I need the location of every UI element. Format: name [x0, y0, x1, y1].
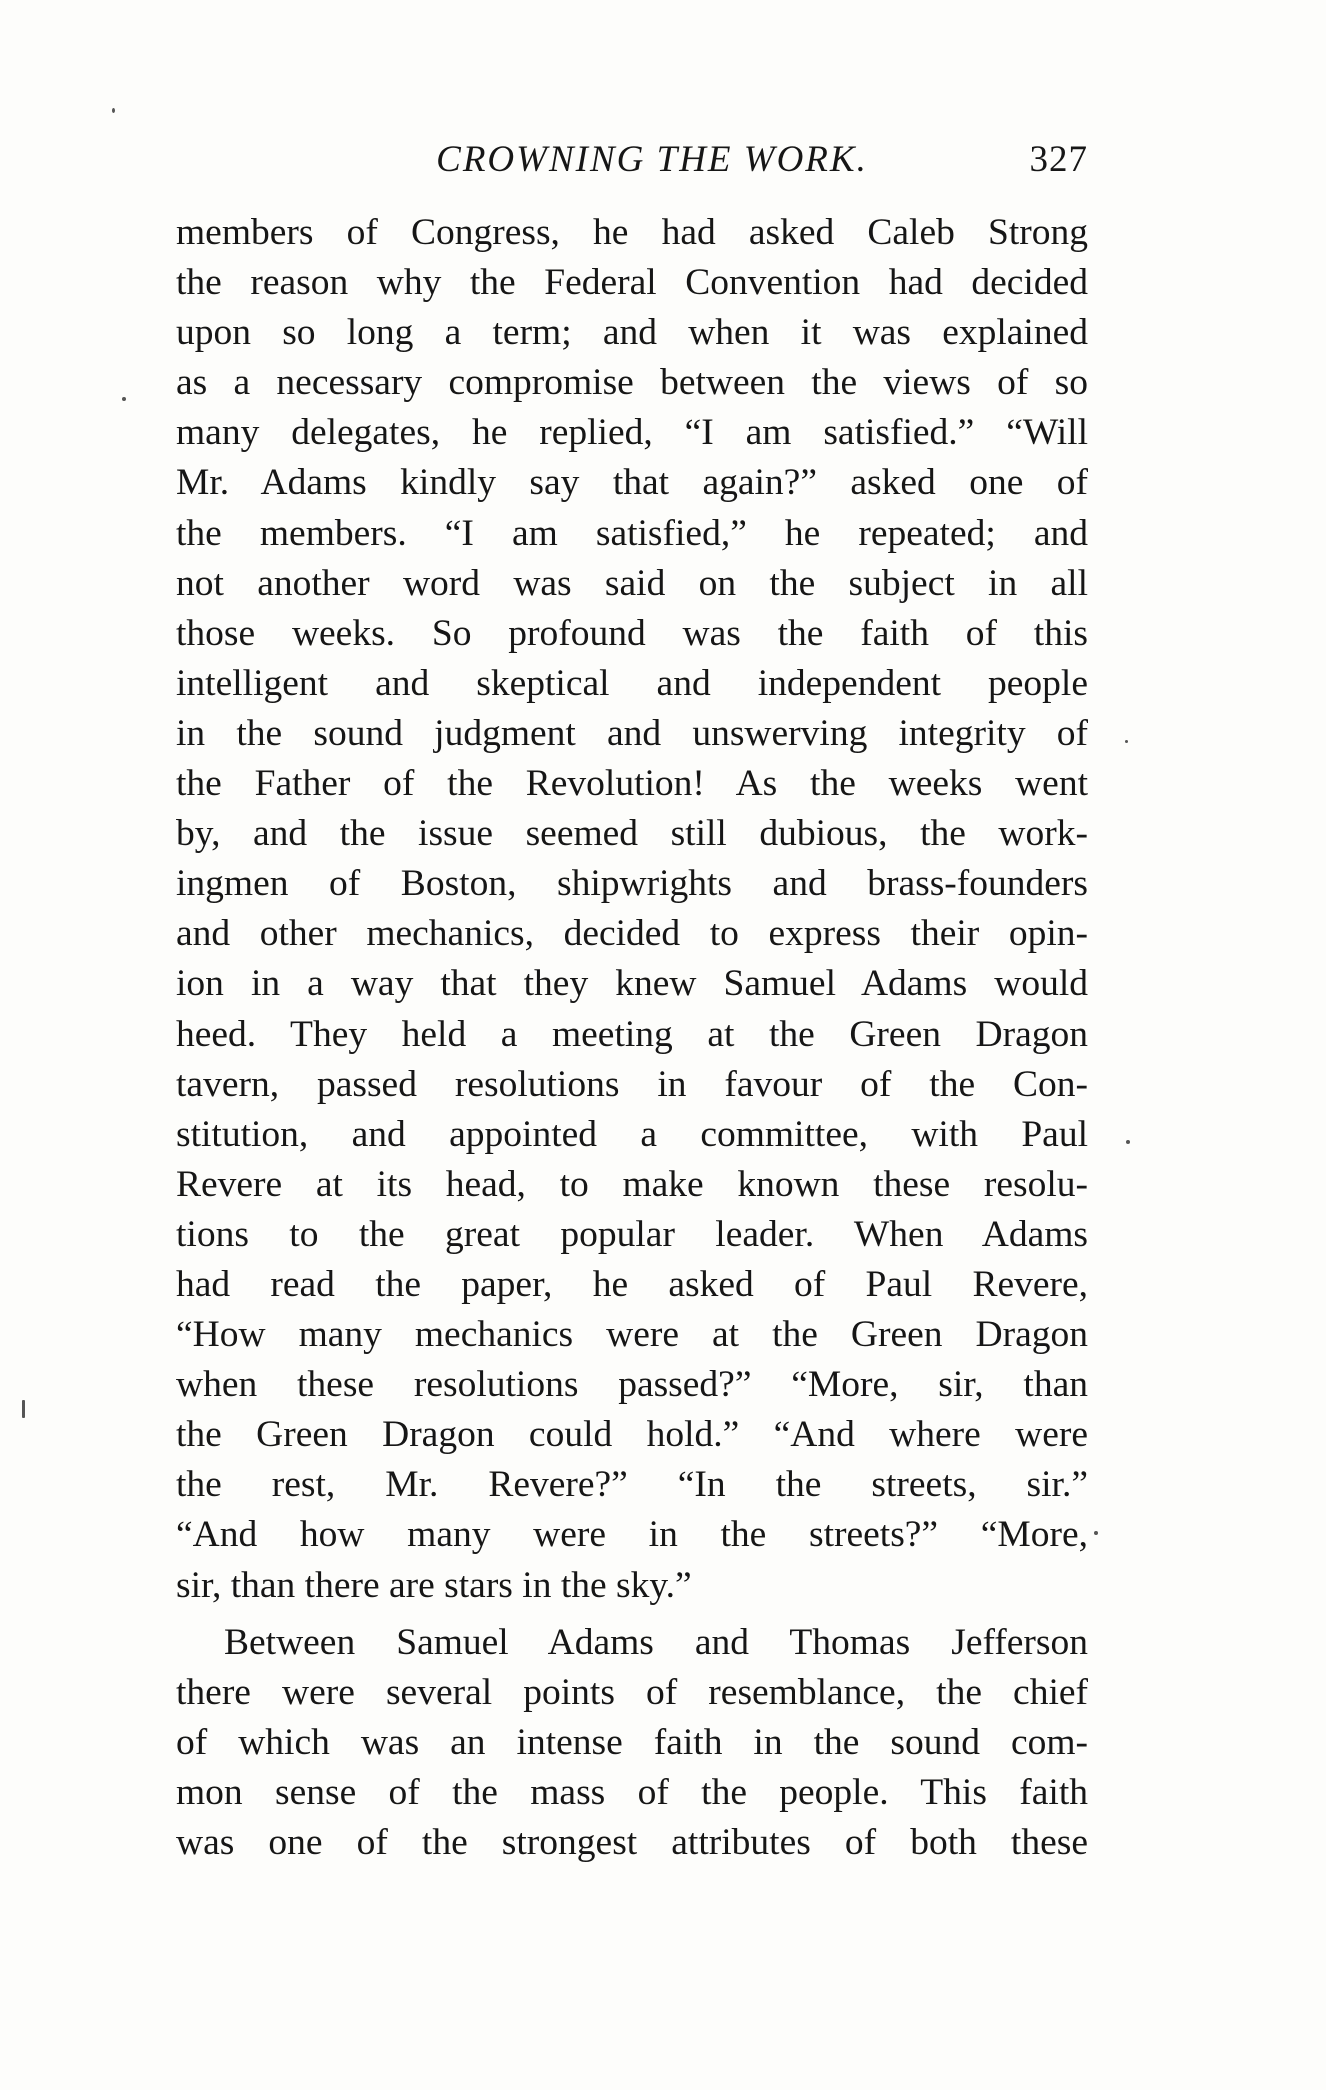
paragraph — [176, 1618, 1088, 1868]
text-line: when these resolutions passed?” “More, sir, than — [176, 1364, 1088, 1406]
body-text — [176, 208, 1088, 1868]
text-line: mon sense of the mass of the people. This faith — [176, 1771, 1088, 1813]
text-line: “How many mechanics were at the Green Dragon — [176, 1314, 1088, 1356]
text-line: Mr. Adams kindly say that again?” asked one of — [176, 462, 1088, 504]
paragraph — [176, 208, 1088, 1611]
text-line: upon so long a term; and when it was explained — [176, 312, 1088, 354]
scan-speck — [1126, 1140, 1130, 1144]
scan-speck — [22, 1400, 25, 1418]
text-line: there were several points of resemblance, the chief — [176, 1671, 1088, 1713]
text-line: stitution, and appointed a committee, with Paul — [176, 1113, 1088, 1155]
text-line: as a necessary compromise between the views of so — [176, 362, 1088, 404]
text-line: ingmen of Boston, shipwrights and brass-founders — [176, 863, 1088, 905]
scan-speck — [1094, 1531, 1098, 1535]
text-line: Revere at its head, to make known these resolu- — [176, 1163, 1088, 1205]
page-header — [176, 138, 1088, 184]
text-line: “And how many were in the streets?” “More, — [176, 1514, 1088, 1556]
text-line: intelligent and skeptical and independent people — [176, 662, 1088, 704]
text-line: many delegates, he replied, “I am satisfied.” “Will — [176, 412, 1088, 454]
text-line: of which was an intense faith in the sound com- — [176, 1721, 1088, 1763]
running-head: CROWNING THE WORK. — [436, 139, 868, 180]
scan-speck — [112, 108, 115, 113]
text-line: the reason why the Federal Convention had decided — [176, 262, 1088, 304]
text-line: in the sound judgment and unswerving integrity of — [176, 712, 1088, 754]
text-line: Between Samuel Adams and Thomas Jefferson — [224, 1621, 1088, 1663]
text-line: the Father of the Revolution! As the weeks went — [176, 763, 1088, 805]
text-line: the Green Dragon could hold.” “And where were — [176, 1414, 1088, 1456]
text-line: those weeks. So profound was the faith of this — [176, 612, 1088, 654]
page-number: 327 — [1029, 139, 1088, 180]
text-line: had read the paper, he asked of Paul Revere, — [176, 1263, 1088, 1305]
text-line: tavern, passed resolutions in favour of the Con- — [176, 1063, 1088, 1105]
text-line: the members. “I am satisfied,” he repeated; and — [176, 512, 1088, 554]
scan-speck — [1125, 740, 1128, 743]
text-line: by, and the issue seemed still dubious, the work- — [176, 813, 1088, 855]
text-line: heed. They held a meeting at the Green Dragon — [176, 1013, 1088, 1055]
text-line: not another word was said on the subject in all — [176, 562, 1088, 604]
text-line: tions to the great popular leader. When Adams — [176, 1213, 1088, 1255]
text-line: and other mechanics, decided to express their opin- — [176, 913, 1088, 955]
text-line: members of Congress, he had asked Caleb Strong — [176, 212, 1088, 253]
text-line: ion in a way that they knew Samuel Adams would — [176, 963, 1088, 1005]
text-line: sir, than there are stars in the sky.” — [176, 1564, 692, 1606]
scan-speck — [122, 397, 126, 401]
text-line: was one of the strongest attributes of both these — [176, 1822, 1088, 1863]
text-line: the rest, Mr. Revere?” “In the streets, sir.” — [176, 1464, 1088, 1506]
